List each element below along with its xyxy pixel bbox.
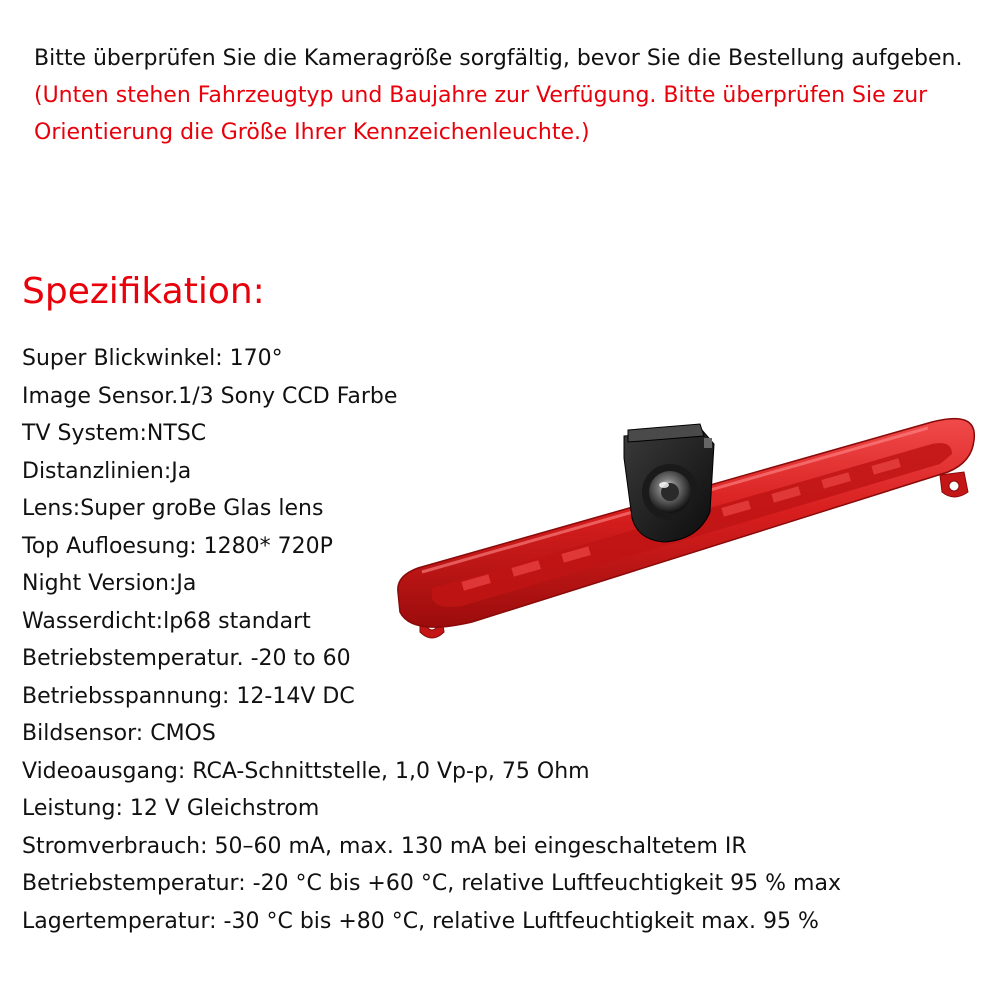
spec-item: TV System:NTSC: [22, 421, 207, 446]
camera-lens: [642, 464, 698, 520]
spec-item: Videoausgang: RCA-Schnittstelle, 1,0 Vp-p, 75 Ohm: [22, 758, 590, 784]
spec-item: Stromverbrauch: 50–60 mA, max. 130 mA bei eingeschaltetem IR: [22, 833, 747, 859]
intro-line-red: (Unten stehen Fahrzeugtyp und Baujahre zur Verfügung. Bitte überprüfen Sie zur Orientierung die Größe Ihrer Kennzeichenleuchte.): [34, 83, 928, 145]
spec-heading: Spezifikation:: [22, 271, 265, 312]
intro-text: [34, 40, 974, 151]
brake-light-camera-image: [392, 400, 982, 670]
spec-item: Betriebstemperatur. -20 to 60: [22, 646, 351, 671]
spec-item: Night Version:Ja: [22, 571, 197, 596]
spec-item: Top Aufloesung: 1280* 720P: [22, 533, 333, 559]
spec-item: Image Sensor.1/3 Sony CCD Farbe: [22, 383, 398, 409]
spec-item: Bildsensor: CMOS: [22, 721, 216, 746]
spec-item: Betriebstemperatur: -20 °C bis +60 °C, relative Luftfeuchtigkeit 95 % max: [22, 871, 841, 896]
spec-item: Distanzlinien:Ja: [22, 458, 192, 484]
mount-tab-right: [940, 472, 968, 497]
spec-item: Wasserdicht:lp68 standart: [22, 608, 311, 634]
spec-item: Lagertemperatur: -30 °C bis +80 °C, relative Luftfeuchtigkeit max. 95 %: [22, 908, 819, 934]
spec-item: Leistung: 12 V Gleichstrom: [22, 796, 320, 821]
intro-line-black: Bitte überprüfen Sie die Kameragröße sorgfältig, bevor Sie die Bestellung aufgeben.: [34, 46, 963, 71]
spec-item: Lens:Super groBe Glas lens: [22, 496, 324, 521]
spec-item: Betriebsspannung: 12-14V DC: [22, 683, 355, 709]
spec-item: Super Blickwinkel: 170°: [22, 346, 283, 371]
